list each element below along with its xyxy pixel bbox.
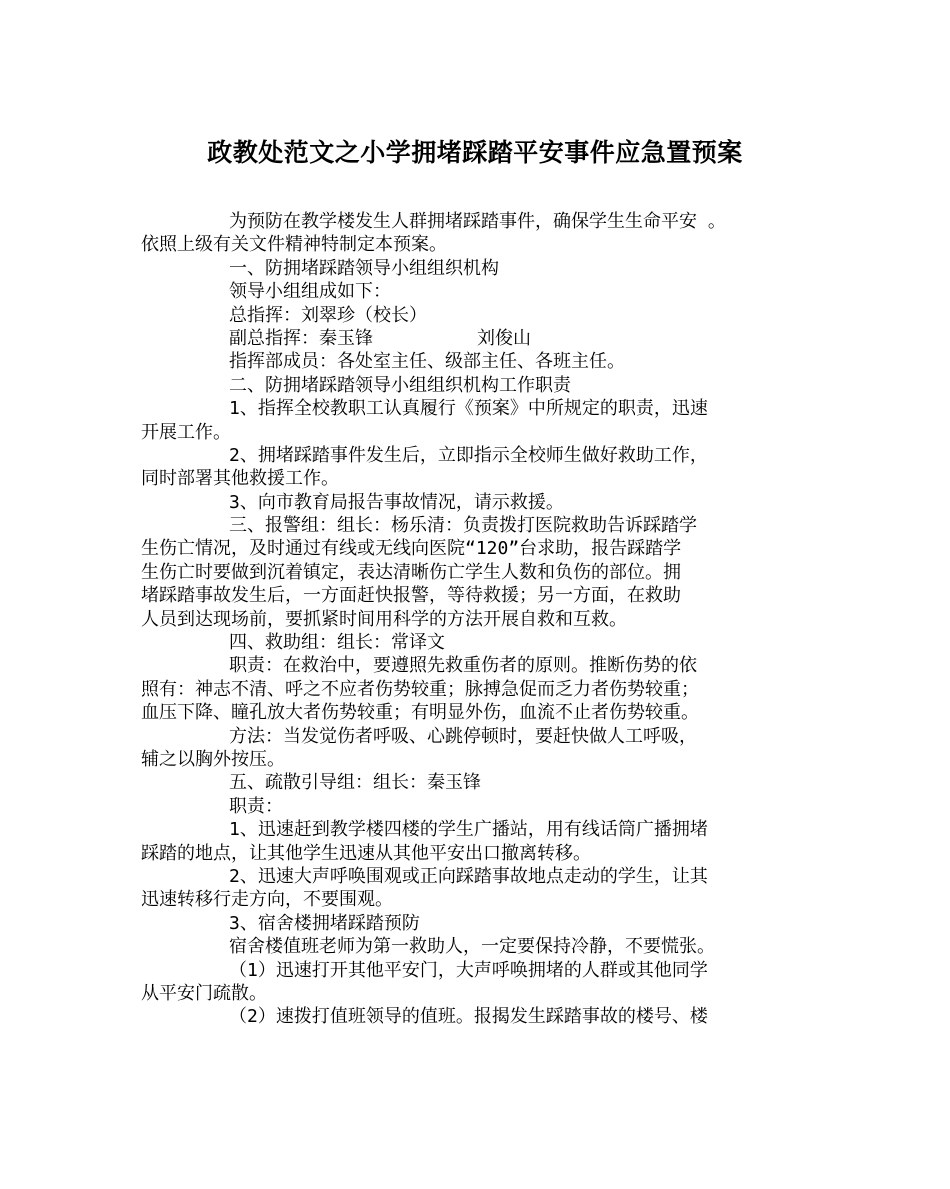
section-heading: 四、救助组：组长：常译文 [229,632,445,654]
paragraph-line: 人员到达现场前，要抓紧时间用科学的方法开展自救和互救。 [141,608,627,630]
paragraph-line: 堵踩踏事故发生后，一方面赶快报警，等待救援；另一方面，在救助 [141,585,681,607]
paragraph-line: 领导小组组成如下： [229,281,391,303]
paragraph-line: 开展工作。 [141,421,231,443]
paragraph-line: 照有：神志不清、呼之不应者伤势较重；脉搏急促而乏力者伤势较重； [141,678,699,700]
document-title: 政教处范文之小学拥堵踩踏平安事件应急置预案 [207,138,743,167]
paragraph-line: 辅之以胸外按压。 [141,748,285,770]
section-heading: 三、报警组：组长：杨乐清：负责拨打医院救助告诉踩踏学 [229,515,697,537]
document-body [141,210,813,1029]
paragraph-line: （1）迅速打开其他平安门，大声呼唤拥堵的人群或其他同学 [229,959,708,981]
section-heading: 五、疏散引导组：组长：秦玉锋 [229,772,481,794]
paragraph-line: 迅速转移行走方向，不要围观。 [141,889,393,911]
section-heading: 一、防拥堵踩踏领导小组组织机构 [229,257,499,279]
paragraph-line: 3、向市教育局报告事故情况，请示救援。 [229,491,564,513]
section-heading: 二、防拥堵踩踏领导小组组织机构工作职责 [229,374,571,396]
paragraph-line: 同时部署其他救援工作。 [141,468,339,490]
paragraph-line: 依照上级有关文件精神特制定本预案。 [141,234,447,256]
deputy-commander-line [141,327,813,350]
paragraph-line: 踩踏的地点，让其他学生迅速从其他平安出口撤离转移。 [141,842,591,864]
paragraph-line: 生伤亡时要做到沉着镇定，表达清晰伤亡学生人数和负伤的部位。拥 [141,561,681,583]
paragraph-line: 方法：当发觉伤者呼吸、心跳停顿时，要赶快做人工呼吸， [229,725,697,747]
paragraph-line: 宿舍楼值班老师为第一救助人，一定要保持冷静，不要慌张。 [229,936,715,958]
paragraph-line: 职责：在救治中，要遵照先救重伤者的原则。推断伤势的依 [229,655,697,677]
paragraph-line: 1、指挥全校教职工认真履行《预案》中所规定的职责，迅速 [229,398,708,420]
paragraph-line: 2、迅速大声呼唤围观或正向踩踏事故地点走动的学生，让其 [229,865,708,887]
paragraph-line: 血压下降、瞳孔放大者伤势较重；有明显外伤，血流不止者伤势较重。 [141,702,699,724]
paragraph-line: 总指挥：刘翠珍（校长） [229,304,427,326]
paragraph-line: 为预防在教学楼发生人群拥堵踩踏事件，确保学生生命平安 。 [229,211,726,232]
paragraph-line: 3、宿舍楼拥堵踩踏预防 [229,912,420,934]
paragraph-line: 职责： [229,795,283,817]
paragraph-line: 2、拥堵踩踏事件发生后，立即指示全校师生做好救助工作， [229,444,708,466]
paragraph-line: 1、迅速赶到教学楼四楼的学生广播站，用有线话筒广播拥堵 [229,819,708,841]
paragraph-line: 从平安门疏散。 [141,982,267,1004]
paragraph-line: 指挥部成员：各处室主任、级部主任、各班主任。 [229,351,625,373]
deputy-commander-label: 副总指挥：秦玉锋 [229,327,373,349]
paragraph-line: （2）速拨打值班领导的值班。报揭发生踩踏事故的楼号、楼 [229,1006,708,1028]
paragraph-line: 生伤亡情况，及时通过有线或无线向医院“120”台求助，报告踩踏学 [141,538,682,560]
deputy-commander-name: 刘俊山 [477,327,531,349]
